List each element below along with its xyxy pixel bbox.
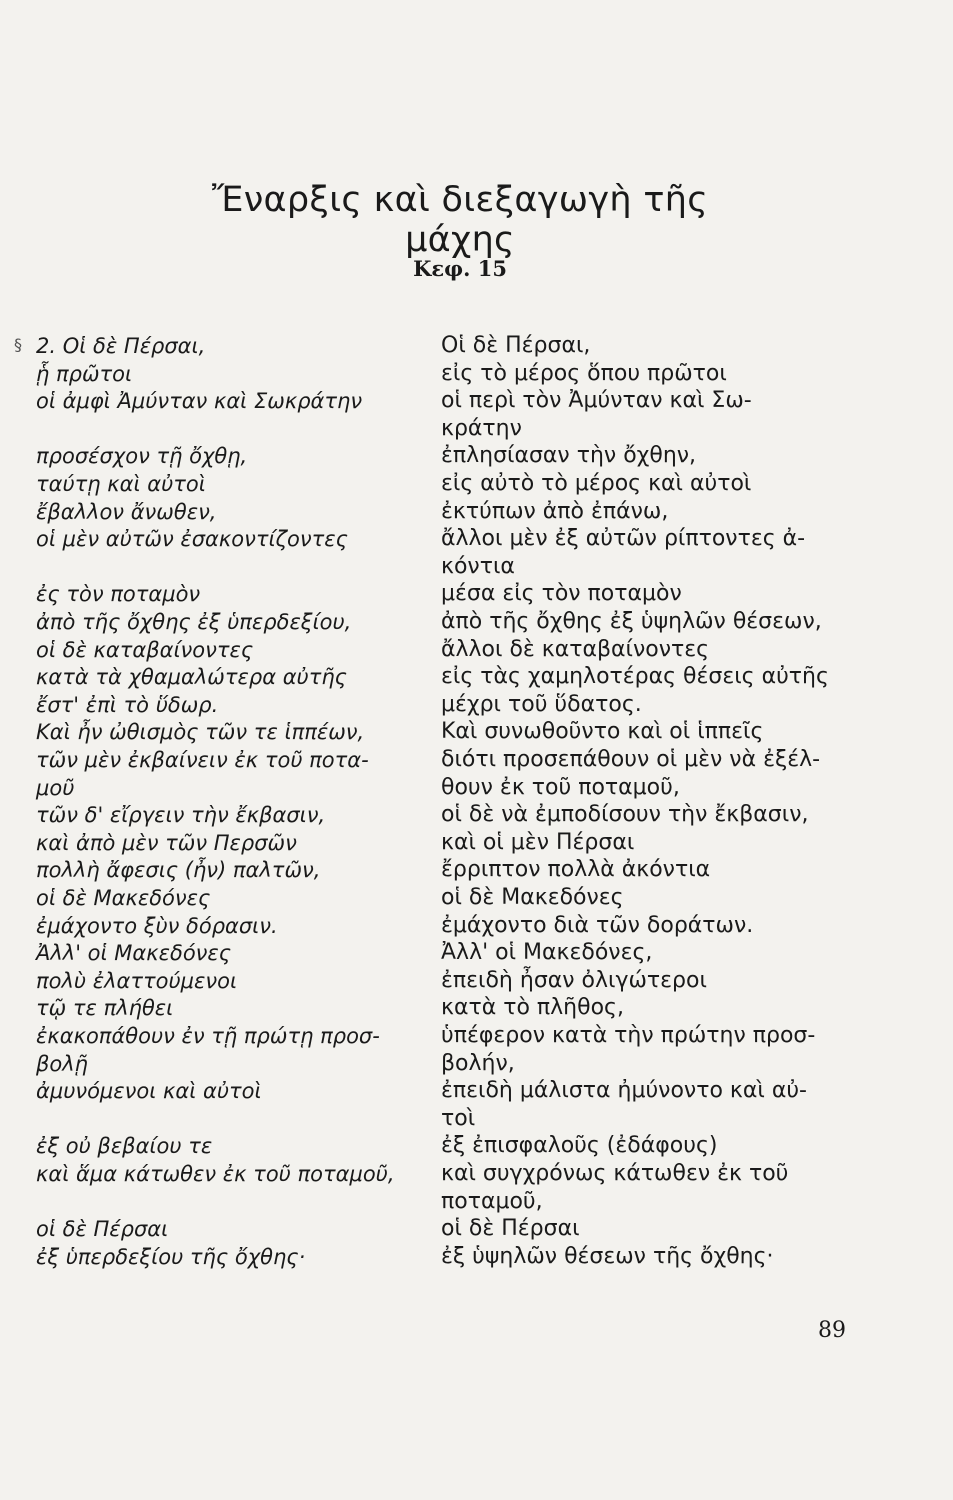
modern-greek-line: ἀπὸ τῆς ὄχθης ἐξ ὑψηλῶν θέσεων, bbox=[441, 609, 822, 634]
modern-greek-line: εἰς τὰς χαμηλοτέρας θέσεις αὐτῆς bbox=[441, 664, 829, 690]
modern-greek-line: καὶ οἱ μὲν Πέρσαι bbox=[441, 829, 635, 855]
page-number: 89 bbox=[818, 1318, 846, 1343]
modern-greek-line: κατὰ τὸ πλῆθος, bbox=[441, 995, 624, 1021]
ancient-greek-line: οἱ δὲ καταβαίνοντες bbox=[36, 637, 254, 662]
ancient-greek-line: ἐκακοπάθουν ἐν τῇ πρώτῃ προσ- bbox=[36, 1024, 380, 1048]
ancient-greek-line: ἐξ οὐ βεβαίου τε bbox=[36, 1134, 213, 1159]
modern-greek-line: θουν ἐκ τοῦ ποταμοῦ, bbox=[441, 774, 680, 800]
modern-greek-line: οἱ δὲ Μακεδόνες bbox=[441, 885, 624, 910]
ancient-greek-line: καὶ ἅμα κάτωθεν ἐκ τοῦ ποταμοῦ, bbox=[36, 1162, 395, 1186]
modern-greek-line: ἐπειδὴ ἦσαν ὀλιγώτεροι bbox=[441, 967, 707, 993]
ancient-greek-line: προσέσχον τῇ ὄχθῃ, bbox=[36, 444, 248, 469]
modern-greek-line: Ἀλλ' οἱ Μακεδόνες, bbox=[441, 940, 653, 966]
modern-greek-line: ποταμοῦ, bbox=[441, 1188, 543, 1214]
modern-greek-line: διότι προσεπάθουν οἱ μὲν νὰ ἐξέλ- bbox=[441, 747, 821, 772]
ancient-greek-line: Ἀλλ' οἱ Μακεδόνες bbox=[36, 941, 232, 966]
ancient-greek-line: οἱ μὲν αὐτῶν ἐσακοντίζοντες bbox=[36, 527, 348, 552]
modern-greek-line: ἔρριπτον πολλὰ ἀκόντια bbox=[441, 857, 711, 883]
modern-greek-line: καὶ συγχρόνως κάτωθεν ἐκ τοῦ bbox=[441, 1161, 789, 1186]
ancient-greek-line: οἱ δὲ Πέρσαι bbox=[36, 1217, 169, 1242]
modern-greek-line: ἐπειδὴ μάλιστα ἠμύνοντο καὶ αὐ- bbox=[441, 1078, 807, 1104]
modern-greek-line: ἐξ ὑψηλῶν θέσεων τῆς ὄχθης· bbox=[441, 1243, 774, 1269]
ancient-greek-line: πολλὴ ἄφεσις (ἦν) παλτῶν, bbox=[36, 858, 321, 883]
modern-greek-line: ὑπέφερον κατὰ τὴν πρώτην προσ- bbox=[441, 1023, 816, 1048]
modern-greek-line: ἄλλοι μὲν ἐξ αὐτῶν ρίπτοντες ἀ- bbox=[441, 526, 806, 552]
section-title: Ἔναρξις καὶ διεξαγωγὴ τῆς μάχης bbox=[211, 180, 709, 260]
ancient-greek-line: Καὶ ἦν ὠθισμὸς τῶν τε ἱππέων, bbox=[36, 720, 365, 745]
ancient-greek-line: ἐμάχοντο ξὺν δόρασιν. bbox=[36, 913, 278, 938]
modern-greek-line: οἱ περὶ τὸν Ἀμύνταν καὶ Σω- bbox=[441, 388, 752, 414]
ancient-greek-line: οἱ ἀμφὶ Ἀμύνταν καὶ Σωκράτην bbox=[36, 389, 363, 414]
modern-greek-line: ἐμάχοντο διὰ τῶν δοράτων. bbox=[441, 912, 754, 938]
modern-greek-line: ἐξ ἐπισφαλοῦς (ἐδάφους) bbox=[441, 1133, 718, 1159]
ancient-greek-line: πολὺ ἐλαττούμενοι bbox=[36, 968, 238, 993]
ancient-greek-line: μοῦ bbox=[36, 775, 75, 800]
ancient-greek-line: οἱ δὲ Μακεδόνες bbox=[36, 886, 211, 910]
ancient-greek-line: ἐξ ὑπερδεξίου τῆς ὄχθης· bbox=[36, 1244, 306, 1269]
modern-greek-line: κόντια bbox=[441, 553, 515, 579]
modern-greek-line: Οἱ δὲ Πέρσαι, bbox=[441, 333, 591, 358]
ancient-greek-line: τῷ τε πλήθει bbox=[36, 996, 174, 1021]
ancient-greek-line: ᾗ πρῶτοι bbox=[36, 361, 133, 386]
ancient-greek-line: ἔστ' ἐπὶ τὸ ὕδωρ. bbox=[36, 692, 219, 717]
section-mark: § bbox=[14, 335, 22, 354]
ancient-greek-line: ἔβαλλον ἄνωθεν, bbox=[36, 499, 217, 524]
modern-greek-line: ἄλλοι δὲ καταβαίνοντες bbox=[441, 636, 710, 662]
modern-greek-line: Καὶ συνωθοῦντο καὶ οἱ ἱππεῖς bbox=[441, 719, 764, 745]
modern-greek-line: εἰς τὸ μέρος ὅπου πρῶτοι bbox=[441, 360, 727, 386]
ancient-greek-line: ἐς τὸν ποταμὸν bbox=[36, 582, 201, 607]
modern-greek-line: οἱ δὲ Πέρσαι bbox=[441, 1216, 580, 1242]
ancient-greek-line: καὶ ἀπὸ μὲν τῶν Περσῶν bbox=[36, 830, 297, 855]
ancient-greek-line: ἀμυνόμενοι καὶ αὐτοὶ bbox=[36, 1079, 262, 1104]
modern-greek-line: μέχρι τοῦ ὕδατος. bbox=[441, 691, 642, 717]
modern-greek-line: βολήν, bbox=[441, 1050, 515, 1076]
ancient-greek-line: τῶν μὲν ἐκβαίνειν ἐκ τοῦ ποτα- bbox=[36, 748, 369, 772]
modern-greek-line: κράτην bbox=[441, 415, 522, 441]
ancient-greek-line: ταύτῃ καὶ αὐτοὶ bbox=[36, 472, 206, 496]
modern-greek-line: εἰς αὐτὸ τὸ μέρος καὶ αὐτοὶ bbox=[441, 471, 752, 496]
modern-greek-line: οἱ δὲ νὰ ἐμποδίσουν τὴν ἔκβασιν, bbox=[441, 802, 809, 828]
modern-greek-line: ἐπλησίασαν τὴν ὄχθην, bbox=[441, 443, 697, 469]
modern-greek-line: τοὶ bbox=[441, 1105, 476, 1131]
ancient-greek-line: βολῇ bbox=[36, 1051, 88, 1076]
modern-greek-line: μέσα εἰς τὸν ποταμὸν bbox=[441, 581, 682, 607]
ancient-greek-line: κατὰ τὰ χθαμαλώτερα αὐτῆς bbox=[36, 665, 347, 690]
ancient-greek-line: 2. Οἱ δὲ Πέρσαι, bbox=[36, 334, 206, 358]
ancient-greek-line: τῶν δ' εἴργειν τὴν ἔκβασιν, bbox=[36, 803, 326, 828]
modern-greek-line: ἐκτύπων ἀπὸ ἐπάνω, bbox=[441, 498, 669, 524]
ancient-greek-line: ἀπὸ τῆς ὄχθης ἐξ ὑπερδεξίου, bbox=[36, 610, 352, 634]
chapter-heading: Κεφ. 15 bbox=[413, 256, 507, 281]
